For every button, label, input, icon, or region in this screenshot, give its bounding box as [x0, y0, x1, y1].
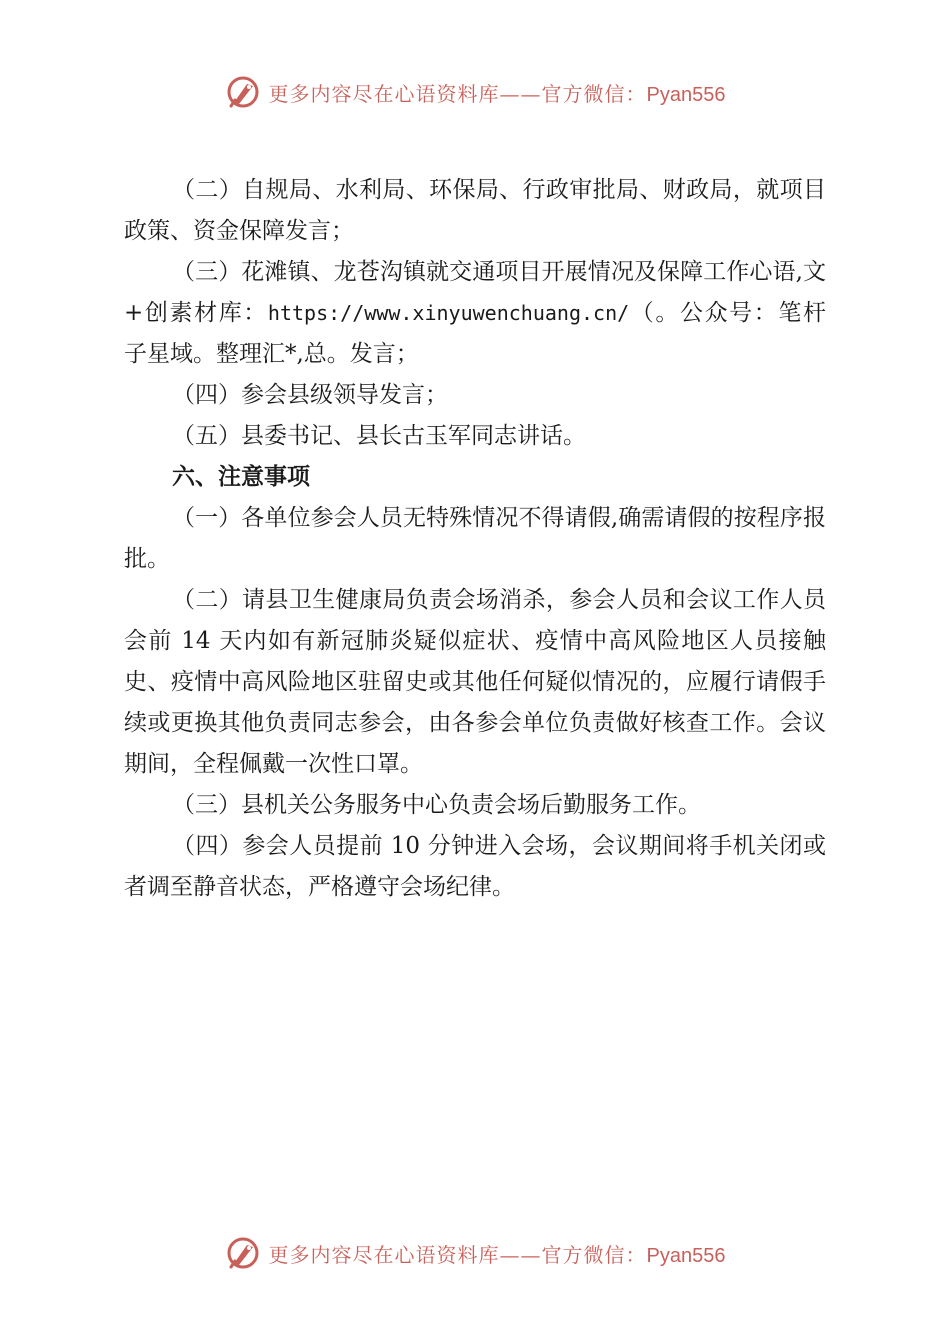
header-banner — [0, 70, 950, 114]
paragraph: （四）参会县级领导发言； — [172, 382, 448, 408]
pen-nib-logo — [225, 1235, 261, 1271]
banner-text: 更多内容尽在心语资料库——官方微信：Pyan556 — [268, 1242, 726, 1267]
paragraph: （二）请县卫生健康局负责会场消杀，参会人员和会议工作人员会前 14 天内如有新冠肺炎疑似症状、疫情中高风险地区人员接触史、疫情中高风险地区驻留史或其他任何疑似情况的，应履行请假手续或更换其他负责同志参会，由各参会单位负责做好核查工作。会议期间，全程佩戴一次性口罩。 — [124, 587, 826, 777]
footer-banner — [0, 1231, 950, 1275]
banner-text: 更多内容尽在心语资料库——官方微信：Pyan556 — [268, 81, 726, 106]
section-heading: 六、注意事项 — [172, 464, 310, 490]
document-body — [124, 170, 826, 908]
paragraph: （五）县委书记、县长古玉军同志讲话。 — [172, 423, 586, 449]
pen-nib-logo — [225, 74, 261, 110]
wechat-id: Pyan556 — [646, 83, 726, 106]
paragraph: （一）各单位参会人员无特殊情况不得请假,确需请假的按程序报批。 — [124, 505, 826, 572]
paragraph: （二）自规局、水利局、环保局、行政审批局、财政局，就项目政策、资金保障发言； — [124, 177, 826, 244]
paragraph: （四）参会人员提前 10 分钟进入会场，会议期间将手机关闭或者调至静音状态，严格遵守会场纪律。 — [124, 833, 826, 900]
wechat-id: Pyan556 — [646, 1244, 726, 1267]
paragraph: （三）县机关公务服务中心负责会场后勤服务工作。 — [172, 792, 701, 818]
url-text: https://www.xinyuwenchuang.cn/ — [267, 301, 630, 325]
paragraph: （三）花滩镇、龙苍沟镇就交通项目开展情况及保障工作心语,文+创素材库：https://www.xinyuwenchuang.cn/（。公众号：笔杆子星域。整理汇*,总。发言； — [124, 259, 827, 367]
